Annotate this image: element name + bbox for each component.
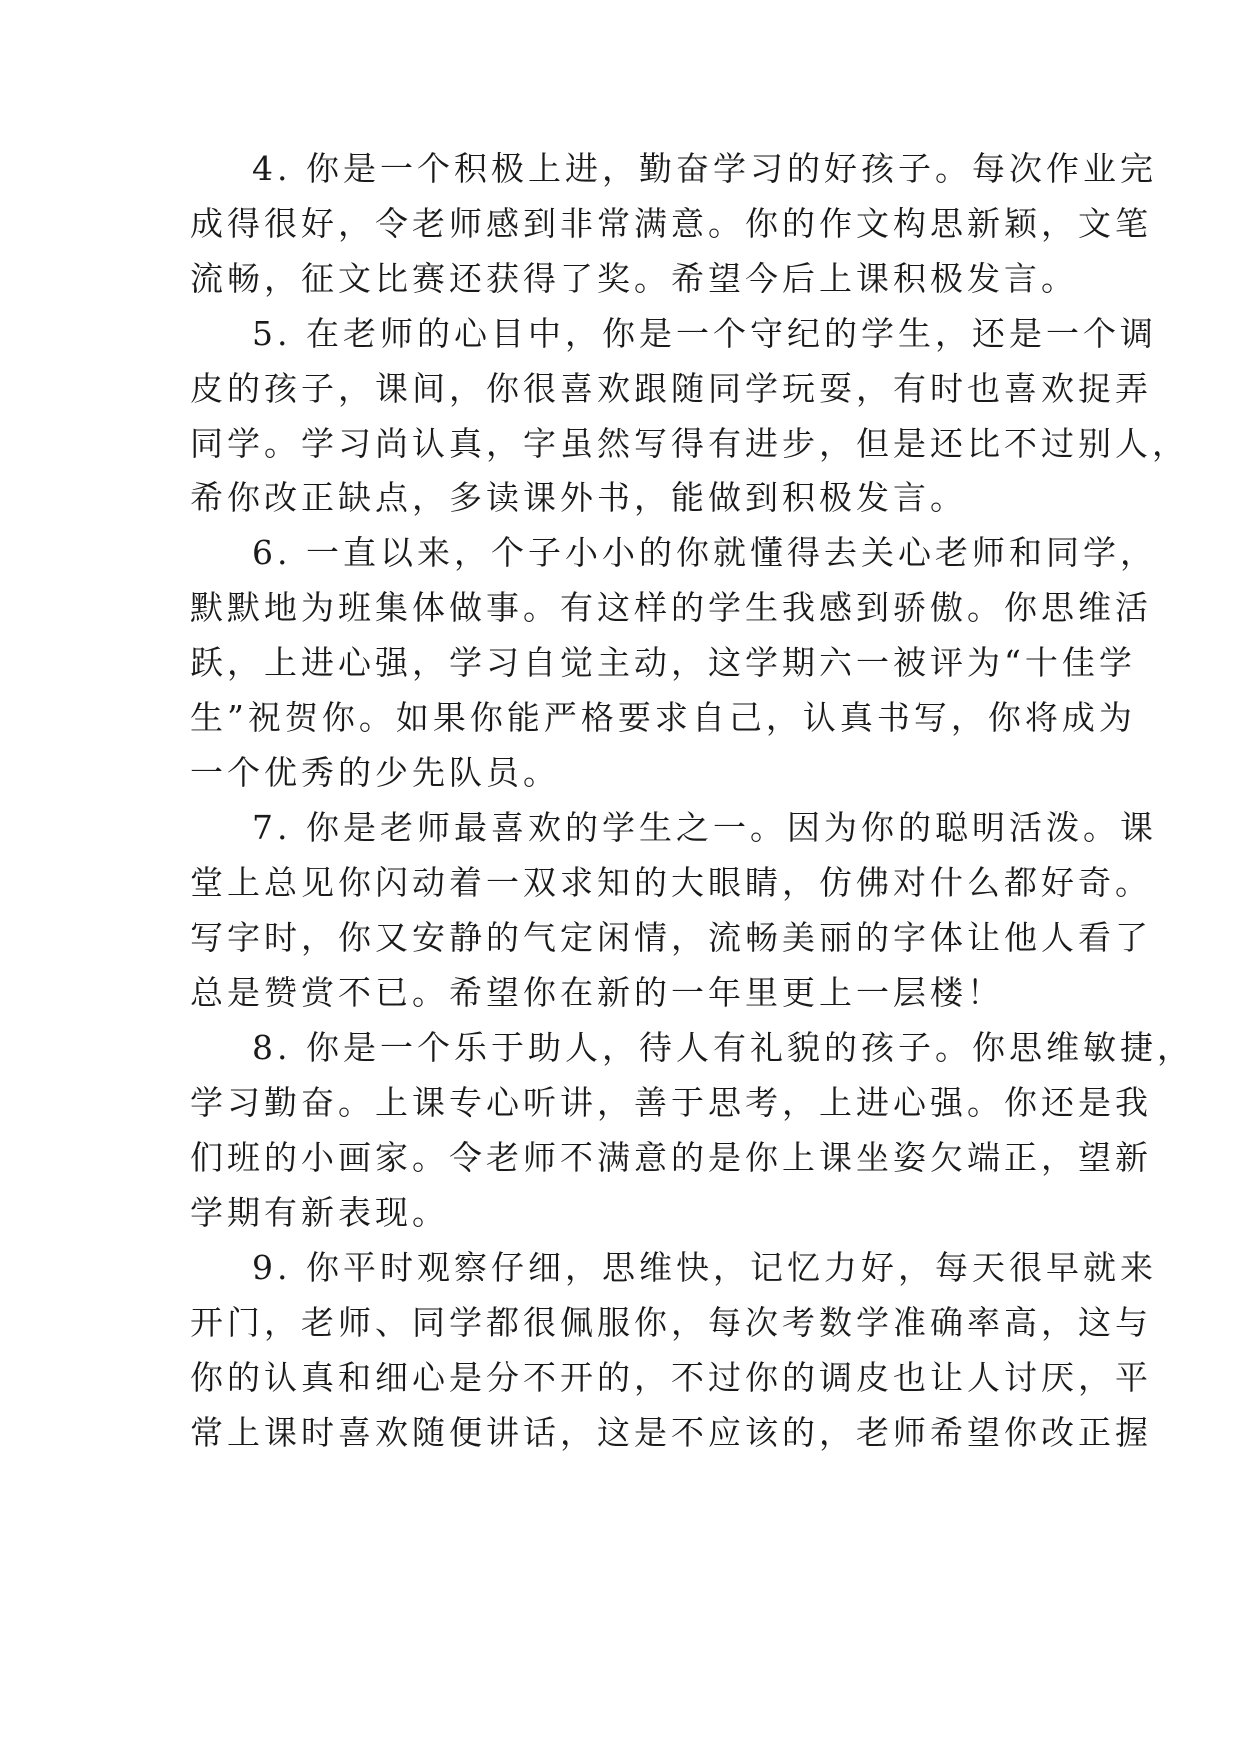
paragraph-6-line-1: 6. 一直以来，个子小小的你就懂得去关心老师和同学， (252, 533, 1157, 572)
paragraph-4-line-2: 成得很好，令老师感到非常满意。你的作文构思新颖，文笔 (190, 204, 1152, 243)
paragraph-8-line-1: 8. 你是一个乐于助人，待人有礼貌的孩子。你思维敏捷， (252, 1028, 1194, 1067)
paragraph-8-line-3: 们班的小画家。令老师不满意的是你上课坐姿欠端正，望新 (190, 1138, 1152, 1177)
paragraph-9-line-4: 常上课时喜欢随便讲话，这是不应该的，老师希望你改正握 (190, 1413, 1152, 1452)
paragraph-7-line-4: 总是赞赏不已。希望你在新的一年里更上一层楼！ (190, 973, 1004, 1012)
paragraph-5-line-2: 皮的孩子，课间，你很喜欢跟随同学玩耍，有时也喜欢捉弄 (190, 369, 1152, 408)
paragraph-4-line-1: 4. 你是一个积极上进，勤奋学习的好孩子。每次作业完 (252, 149, 1157, 188)
paragraph-4-line-3: 流畅，征文比赛还获得了奖。希望今后上课积极发言。 (190, 259, 1078, 298)
paragraph-8-line-4: 学期有新表现。 (190, 1193, 449, 1232)
paragraph-6-line-4: 生”祝贺你。如果你能严格要求自己，认真书写，你将成为 (190, 698, 1136, 737)
paragraph-6-line-5: 一个优秀的少先队员。 (190, 753, 560, 792)
paragraph-5-line-4: 希你改正缺点，多读课外书，能做到积极发言。 (190, 478, 967, 517)
paragraph-9-line-1: 9. 你平时观察仔细，思维快，记忆力好，每天很早就来 (252, 1248, 1157, 1287)
paragraph-9-line-2: 开门，老师、同学都很佩服你，每次考数学准确率高，这与 (190, 1303, 1152, 1342)
paragraph-6-line-3: 跃，上进心强，学习自觉主动，这学期六一被评为“十佳学 (190, 643, 1136, 682)
paragraph-5-line-3: 同学。学习尚认真，字虽然写得有进步，但是还比不过别人， (190, 424, 1189, 463)
paragraph-7-line-1: 7. 你是老师最喜欢的学生之一。因为你的聪明活泼。课 (252, 808, 1157, 847)
paragraph-5-line-1: 5. 在老师的心目中，你是一个守纪的学生，还是一个调 (252, 314, 1157, 353)
paragraph-6-line-2: 默默地为班集体做事。有这样的学生我感到骄傲。你思维活 (190, 588, 1152, 627)
paragraph-8-line-2: 学习勤奋。上课专心听讲，善于思考，上进心强。你还是我 (190, 1083, 1152, 1122)
paragraph-9-line-3: 你的认真和细心是分不开的，不过你的调皮也让人讨厌，平 (190, 1358, 1152, 1397)
paragraph-7-line-3: 写字时，你又安静的气定闲情，流畅美丽的字体让他人看了 (190, 918, 1152, 957)
paragraph-7-line-2: 堂上总见你闪动着一双求知的大眼睛，仿佛对什么都好奇。 (190, 863, 1152, 902)
